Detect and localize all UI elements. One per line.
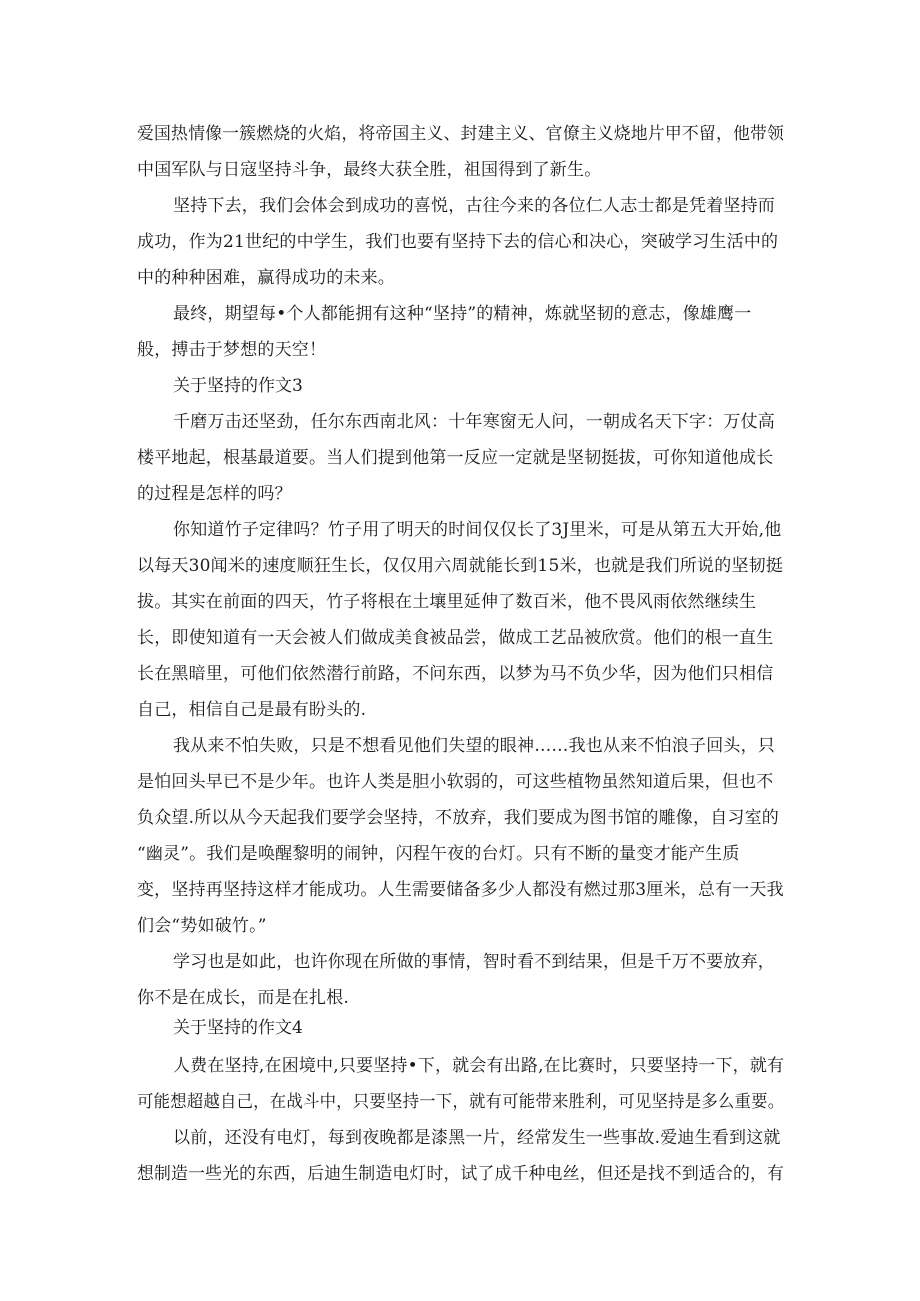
paragraph: [137, 1120, 784, 1192]
text-line: 千磨万击还坚劲，任尔东西南北风：十年寒窗无人问，一朝成名天下字：万仗高: [173, 412, 775, 432]
text-line: 自己，相信自己是最有盼头的.: [137, 700, 367, 720]
text-line: 负众望.所以从今天起我们要学会坚持，不放弃，我们要成为图书馆的雕像，自习室的: [137, 808, 780, 828]
text-line: 人费在坚持,在困境中,只要坚持•下，就会有出路,在比赛时，只要坚持一下，就有: [173, 1056, 785, 1076]
text-line: 学习也是如此，也许你现在所做的事情，智时看不到结果，但是千万不要放弃，: [173, 952, 775, 972]
paragraph: [137, 188, 784, 296]
text-line: 想制造一些光的东西，后迪生制造电灯时，试了成千种电丝，但还是找不到适合的，有: [137, 1164, 785, 1184]
text-line: 以每天30闻米的速度顺狂生长，仅仅用六周就能长到15米，也就是我们所说的坚韧挺: [137, 556, 784, 576]
section-heading: 关于坚持的作文3: [173, 376, 303, 396]
text-line: 你知道竹子定律吗？竹子用了明天的时间仅仅长了3J里米，可是从第五大开始,他: [173, 520, 782, 540]
paragraph: [137, 1048, 784, 1120]
text-line: 是怕回头早已不是少年。也许人类是胆小软弱的，可这些植物虽然知道后果，但也不: [137, 772, 774, 792]
paragraph: [137, 944, 784, 1016]
paragraph: [137, 512, 784, 728]
text-line: 我从来不怕失败，只是不想看见他们失望的眼神……我也从来不怕浪子回头，只: [173, 736, 775, 756]
text-line: 爱国热情像一簇燃烧的火焰，将帝国主义、封建主义、官僚主义烧地片甲不留，他带领: [137, 124, 785, 144]
text-line: 可能想超越自己，在战斗中，只要坚持一下，就有可能带来胜利，可见坚持是多么重要。: [137, 1092, 785, 1112]
text-line: 楼平地起，根基最道要。当人们提到他第一反应一定就是坚韧挺拔，可你知道他成长: [137, 448, 774, 468]
text-line: 中的种种困难，赢得成功的未来。: [137, 268, 395, 288]
text-line: 的过程是怎样的吗？: [137, 484, 292, 504]
text-line: 般，搏击于梦想的天空！: [137, 340, 327, 360]
text-line: 长，即使知道有一天会被人们做成美食被品尝，做成工艺品被欣赏。他们的根一直生: [137, 628, 774, 648]
text-line: 坚持下去，我们会体会到成功的喜悦，古往今来的各位仁人志士都是凭着坚持而: [173, 196, 775, 216]
paragraph: [137, 404, 784, 512]
paragraph: [137, 728, 784, 944]
text-line: 拔。其实在前面的四天，竹子将根在土壤里延伸了数百米，他不畏风雨依然继续生: [137, 592, 757, 612]
text-line: 以前，还没有电灯，每到夜晚都是漆黑一片，经常发生一些事故.爱迪生看到这就: [173, 1128, 781, 1148]
text-line: 最终，期望每•个人都能拥有这种“坚持”的精神，炼就坚韧的意志，像雄鹰一: [173, 304, 752, 324]
text-line: 长在黑暗里，可他们依然潜行前路，不问东西，以梦为马不负少华，因为他们只相信: [137, 664, 774, 684]
text-line: “幽灵”。我们是唤醒黎明的闹钟，闪程午夜的台灯。只有不断的量变才能产生质: [137, 844, 740, 864]
paragraph: [137, 296, 784, 368]
section-heading: 关于坚持的作文4: [173, 1018, 303, 1038]
paragraph: [137, 116, 784, 188]
text-line: 变，坚持再坚持这样才能成功。人生需要储备多少人都没有燃过那3厘米，总有一天我: [137, 880, 784, 900]
text-line: 你不是在成长，而是在扎根.: [137, 988, 350, 1008]
text-line: 成功，作为21世纪的中学生，我们也要有坚持下去的信心和决心，突破学习生活中的: [137, 232, 779, 252]
text-line: 们会“势如破竹。”: [137, 916, 267, 936]
text-line: 中国军队与日寇坚持斗争，最终大获全胜，祖国得到了新生。: [137, 160, 602, 180]
